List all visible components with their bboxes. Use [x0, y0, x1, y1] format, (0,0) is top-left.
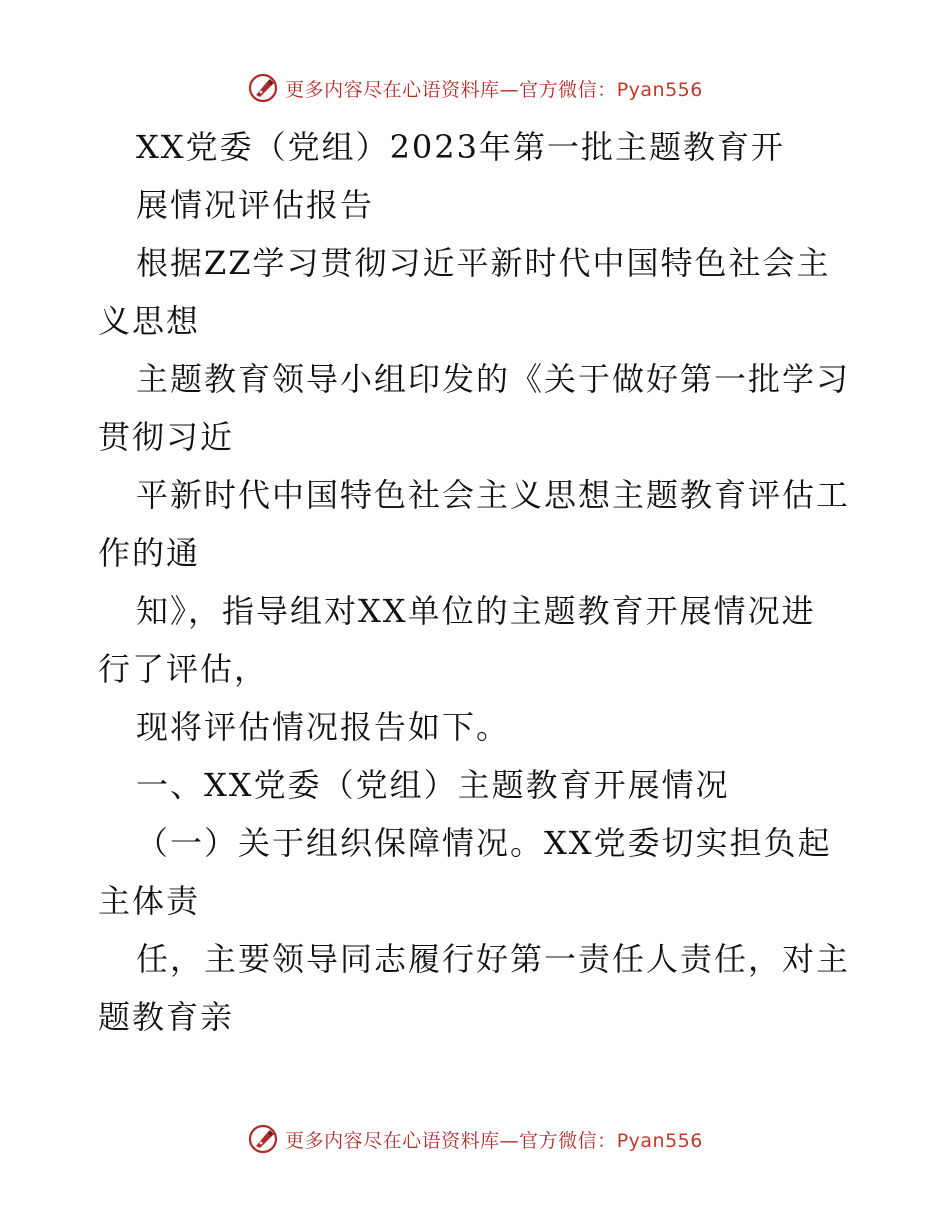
document-body: [98, 118, 858, 1046]
doc-line-10: 行了评估，: [98, 650, 269, 688]
doc-line-6: 贯彻习近: [98, 418, 235, 456]
doc-line-8: 作的通: [98, 534, 201, 572]
doc-line-2: 展情况评估报告: [136, 186, 375, 224]
doc-line-16: 题教育亲: [98, 998, 235, 1036]
pen-nib-logo-icon: [247, 1123, 279, 1155]
doc-line-11: 现将评估情况报告如下。: [136, 708, 511, 746]
doc-line-15: 任，主要领导同志履行好第一责任人责任，对主: [136, 940, 851, 978]
doc-line-9: 知》，指导组对XX单位的主题教育开展情况进: [136, 592, 816, 630]
doc-line-5: 主题教育领导小组印发的《关于做好第一批学习: [136, 360, 851, 398]
doc-line-12: 一、XX党委（党组）主题教育开展情况: [136, 766, 730, 804]
watermark-label: 官方微信：: [519, 1129, 617, 1152]
header-watermark: [0, 72, 950, 104]
pen-nib-logo-icon: [247, 72, 279, 104]
watermark-separator: —: [499, 1129, 520, 1152]
doc-line-7: 平新时代中国特色社会主义思想主题教育评估工: [136, 476, 851, 514]
watermark-id: Pyan556: [616, 78, 703, 101]
doc-line-3: 根据ZZ学习贯彻习近平新时代中国特色社会主: [136, 244, 831, 282]
watermark-text: [285, 1126, 703, 1153]
watermark-label: 官方微信：: [519, 78, 617, 101]
watermark-id: Pyan556: [616, 1129, 703, 1152]
watermark-main-text: 更多内容尽在心语资料库: [285, 1129, 500, 1152]
doc-line-13: （一）关于组织保障情况。XX党委切实担负起: [136, 824, 832, 862]
watermark-separator: —: [499, 78, 520, 101]
doc-line-1: XX党委（党组）2023年第一批主题教育开: [136, 128, 786, 166]
doc-line-4: 义思想: [98, 302, 201, 340]
watermark-text: [285, 75, 703, 102]
doc-line-14: 主体责: [98, 882, 201, 920]
footer-watermark: [0, 1123, 950, 1155]
watermark-main-text: 更多内容尽在心语资料库: [285, 78, 500, 101]
